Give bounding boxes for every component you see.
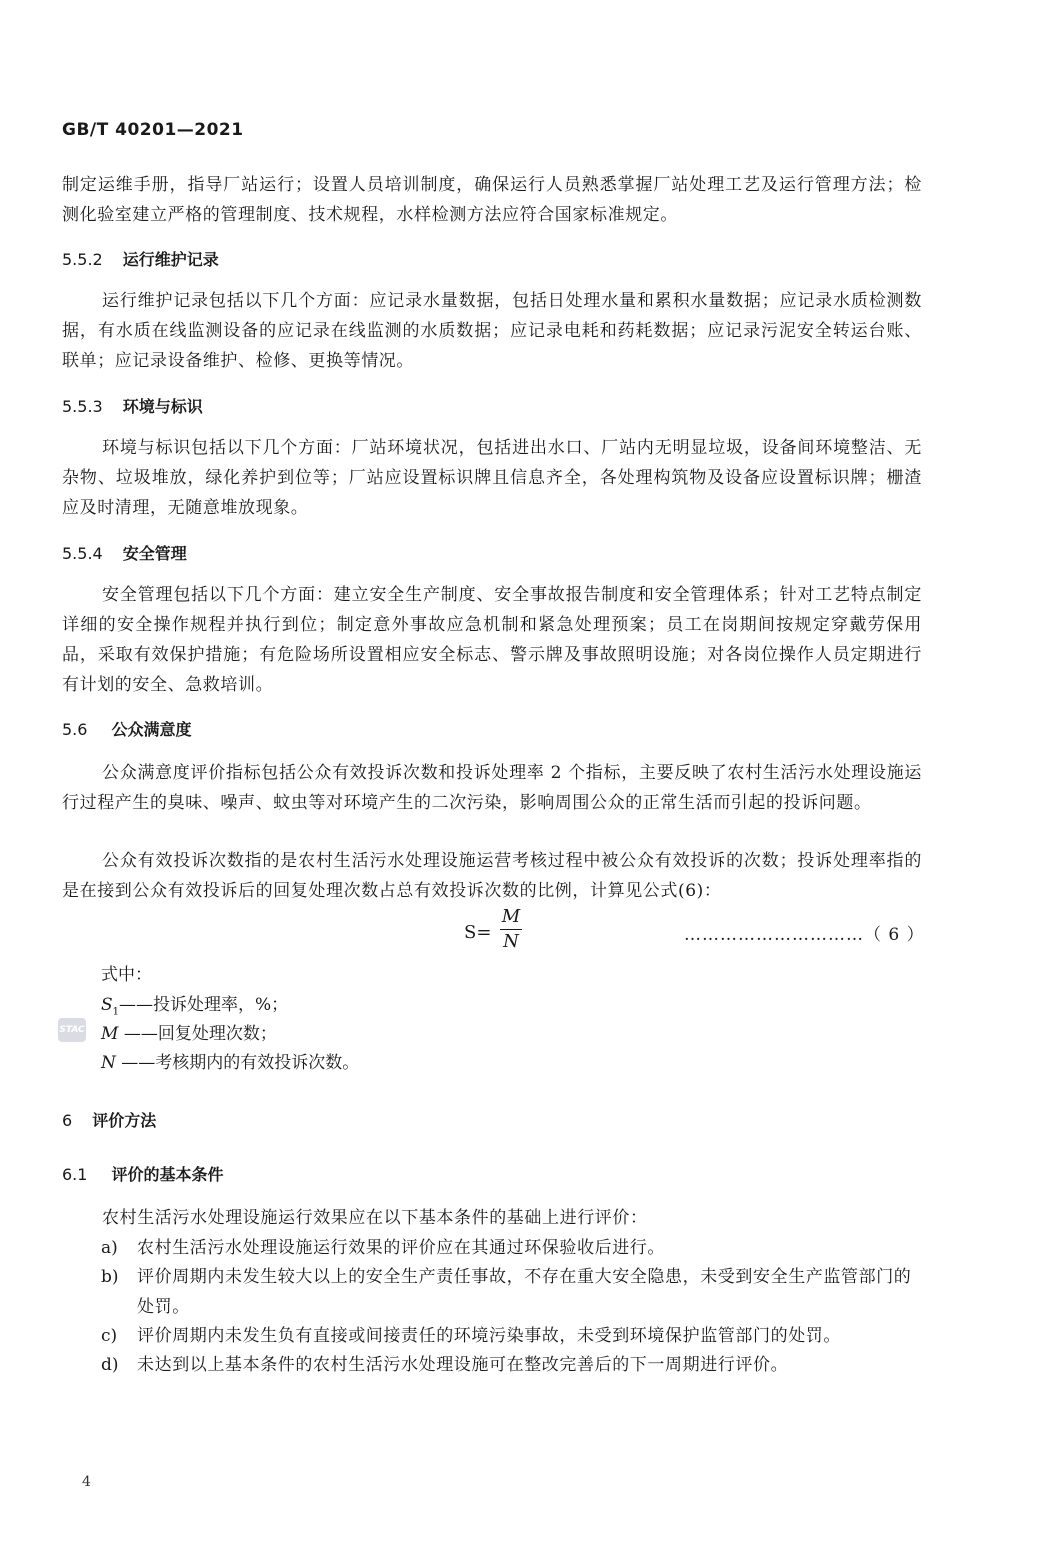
list-marker: b) <box>101 1267 119 1287</box>
section-title: 评价的基本条件 <box>111 1165 224 1184</box>
equation-number: …………………………（ 6 ） <box>684 925 925 945</box>
chapter-title: 评价方法 <box>92 1111 157 1130</box>
section-number: 6.1 <box>62 1165 88 1184</box>
section-title: 安全管理 <box>122 544 187 563</box>
formula-denominator: N <box>503 931 519 952</box>
section-heading-5-5-2 <box>62 247 219 270</box>
list-text: 农村生活污水处理设施运行效果的评价应在其通过环保验收后进行。 <box>137 1238 665 1258</box>
page-number: 4 <box>82 1474 91 1490</box>
list-item-d <box>101 1350 923 1380</box>
continuation-paragraph: 制定运维手册，指导厂站运行；设置人员培训制度，确保运行人员熟悉掌握厂站处理工艺及运行管理方法；检测化验室建立严格的管理制度、技术规程，水样检测方法应符合国家标准规定。 <box>62 175 922 225</box>
def-symbol: N <box>101 1053 116 1073</box>
def-symbol: M <box>101 1024 119 1044</box>
list-text: 未达到以上基本条件的农村生活污水处理设施可在整改完善后的下一周期进行评价。 <box>137 1355 789 1375</box>
list-marker: a) <box>101 1238 118 1258</box>
definition-s1 <box>101 990 288 1017</box>
chapter-number: 6 <box>62 1111 73 1130</box>
watermark-logo-icon: STAC <box>58 1018 86 1042</box>
formula-lhs: S= <box>464 922 492 943</box>
list-item-c <box>101 1321 923 1351</box>
section-heading-5-5-4 <box>62 541 187 564</box>
section-heading-5-6 <box>62 717 191 740</box>
def-text: ——回复处理次数； <box>118 1024 277 1044</box>
section-body-5-5-3: 环境与标识包括以下几个方面：厂站环境状况，包括进出水口、厂站内无明显垃圾，设备间环境整洁、无杂物、垃圾堆放，绿化养护到位等；厂站应设置标识牌且信息齐全，各处理构筑物及设备应设置标识牌；栅渣应及时清理，无随意堆放现象。 <box>62 438 922 518</box>
section-number: 5.5.4 <box>62 544 103 563</box>
chapter-heading-6 <box>62 1108 156 1131</box>
section-intro-6-1: 农村生活污水处理设施运行效果应在以下基本条件的基础上进行评价： <box>102 1208 648 1228</box>
list-text: 评价周期内未发生负有直接或间接责任的环境污染事故，未受到环境保护监管部门的处罚。 <box>137 1326 841 1346</box>
section-number: 5.5.3 <box>62 397 103 416</box>
section-heading-6-1 <box>62 1162 223 1185</box>
def-text: ——考核期内的有效投诉次数。 <box>115 1053 360 1073</box>
list-item-b <box>101 1262 923 1322</box>
section-body-5-5-2: 运行维护记录包括以下几个方面：应记录水量数据，包括日处理水量和累积水量数据；应记录水质检测数据，有水质在线监测设备的应记录在线监测的水质数据；应记录电耗和药耗数据；应记录污泥安全转运台账、联单；应记录设备维护、检修、更换等情况。 <box>62 291 922 371</box>
list-item-a <box>101 1233 923 1263</box>
section-body-5-6-second: 公众有效投诉次数指的是农村生活污水处理设施运营考核过程中被公众有效投诉的次数；投诉处理率指的是在接到公众有效投诉后的回复处理次数占总有效投诉次数的比例，计算见公式(6)： <box>62 851 922 901</box>
fraction-bar <box>500 929 522 930</box>
formula-fraction <box>500 906 522 952</box>
list-marker: c) <box>101 1326 118 1346</box>
definition-n <box>101 1048 359 1073</box>
section-number: 5.6 <box>62 720 88 739</box>
section-body-5-5-4: 安全管理包括以下几个方面：建立安全生产制度、安全事故报告制度和安全管理体系；针对工艺特点制定详细的安全操作规程并执行到位；制定意外事故应急机制和紧急处理预案；员工在岗期间按规定穿戴劳保用品，采取有效保护措施；有危险场所设置相应安全标志、警示牌及事故照明设施；对各岗位操作人员定期进行有计划的安全、急救培训。 <box>62 585 922 695</box>
formula-numerator: M <box>501 906 521 927</box>
definition-m <box>101 1019 277 1044</box>
list-text: 评价周期内未发生较大以上的安全生产责任事故，不存在重大安全隐患，未受到安全生产监管部门的处罚。 <box>137 1267 912 1317</box>
def-subscript: 1 <box>112 1006 120 1018</box>
section-title: 公众满意度 <box>111 720 192 739</box>
section-number: 5.5.2 <box>62 250 103 269</box>
where-label: 式中： <box>101 965 152 985</box>
list-marker: d) <box>101 1355 119 1375</box>
standard-code: GB/T 40201—2021 <box>62 120 244 140</box>
def-text: ——投诉处理率，%； <box>119 995 289 1015</box>
def-symbol: S <box>101 995 113 1015</box>
section-title: 环境与标识 <box>122 397 203 416</box>
section-heading-5-5-3 <box>62 394 203 417</box>
section-title: 运行维护记录 <box>122 250 219 269</box>
section-body-5-6: 公众满意度评价指标包括公众有效投诉次数和投诉处理率 2 个指标，主要反映了农村生活污水处理设施运行过程产生的臭味、噪声、蚊虫等对环境产生的二次污染，影响周围公众的正常生活而引起的投诉问题。 <box>62 763 922 813</box>
